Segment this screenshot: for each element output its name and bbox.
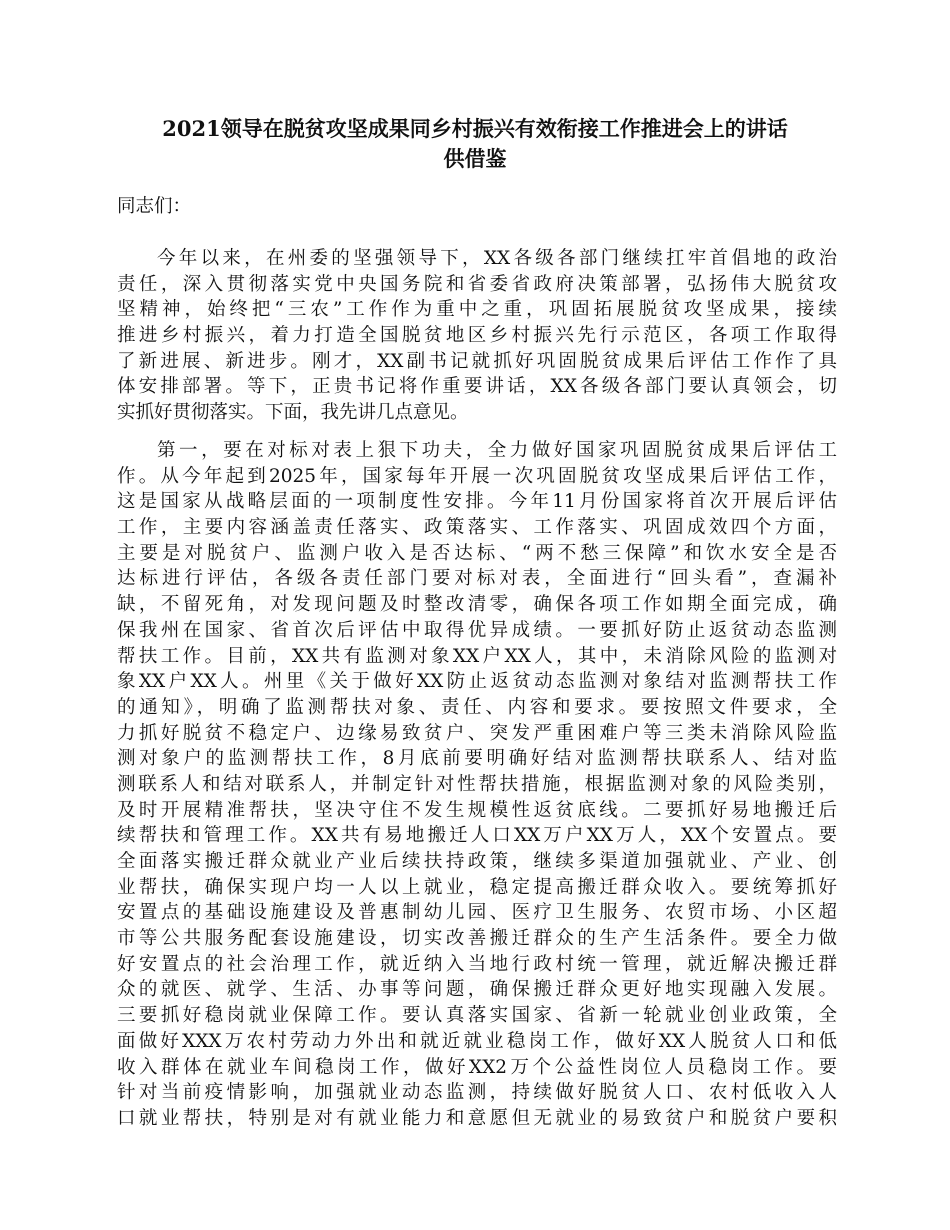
paragraph-line: 缺，不留死角，对发现问题及时整改清零，确保各项工作如期全面完成，确 (117, 594, 837, 616)
paragraph-line: 坚精神，始终把“三农”工作作为重中之重，巩固拓展脱贫攻坚成果，接续 (117, 299, 837, 321)
paragraph-line: 了新进展、新进步。刚才，XX副书记就抓好巩固脱贫成果后评估工作作了具 (117, 350, 837, 372)
paragraph-1 (117, 246, 837, 426)
paragraph-line: 收入群体在就业车间稳岗工作，做好XX2万个公益性岗位人员稳岗工作。要 (117, 1056, 837, 1078)
paragraph-line: 达标进行评估，各级各责任部门要对标对表，全面进行“回头看”，查漏补 (117, 568, 837, 590)
paragraph-line: 测对象户的监测帮扶工作，8月底前要明确好结对监测帮扶联系人、结对监 (117, 748, 837, 770)
paragraph-line: 及时开展精准帮扶，坚决守住不发生规模性返贫底线。二要抓好易地搬迁后 (117, 799, 837, 821)
paragraph-line: 保我州在国家、省首次后评估中取得优异成绩。一要抓好防止返贫动态监测 (117, 619, 837, 641)
paragraph-line: 推进乡村振兴，着力打造全国脱贫地区乡村振兴先行示范区，各项工作取得 (117, 325, 837, 347)
paragraph-line: 市等公共服务配套设施建设，切实改善搬迁群众的生产生活条件。要全力做 (117, 928, 837, 950)
salutation: 同志们： (117, 196, 192, 217)
paragraph-line: 这是国家从战略层面的一项制度性安排。今年11月份国家将首次开展后评估 (117, 491, 837, 513)
paragraph-line: 力抓好脱贫不稳定户、边缘易致贫户、突发严重困难户等三类未消除风险监 (117, 722, 837, 744)
paragraph-line: 三要抓好稳岗就业保障工作。要认真落实国家、省新一轮就业创业政策，全 (117, 1005, 837, 1027)
paragraph-line: 口就业帮扶，特别是对有就业能力和意愿但无就业的易致贫户和脱贫户要积 (117, 1107, 837, 1129)
paragraph-line: 测联系人和结对联系人，并制定针对性帮扶措施，根据监测对象的风险类别， (117, 773, 837, 795)
paragraph-line: 帮扶工作。目前，XX共有监测对象XX户XX人，其中，未消除风险的监测对 (117, 645, 837, 667)
paragraph-line: 体安排部署。等下，正贵书记将作重要讲话，XX各级各部门要认真领会，切 (117, 376, 837, 398)
paragraph-line: 面做好XXX万农村劳动力外出和就近就业稳岗工作，做好XX人脱贫人口和低 (117, 1030, 837, 1052)
paragraph-line: 工作，主要内容涵盖责任落实、政策落实、工作落实、巩固成效四个方面， (117, 517, 837, 539)
paragraph-2 (117, 438, 837, 1132)
paragraph-line: 安置点的基础设施建设及普惠制幼儿园、医疗卫生服务、农贸市场、小区超 (117, 902, 837, 924)
paragraph-line: 实抓好贯彻落实。下面，我先讲几点意见。 (117, 402, 469, 424)
paragraph-line: 责任，深入贯彻落实党中央国务院和省委省政府决策部署，弘扬伟大脱贫攻 (117, 273, 837, 295)
paragraph-line: 今年以来，在州委的坚强领导下，XX各级各部门继续扛牢首倡地的政治 (157, 248, 837, 269)
paragraph-line: 的通知》，明确了监测帮扶对象、责任、内容和要求。要按照文件要求，全 (117, 696, 837, 718)
paragraph-line: 好安置点的社会治理工作，就近纳入当地行政村统一管理，就近解决搬迁群 (117, 953, 837, 975)
document-title (100, 114, 850, 174)
paragraph-line: 针对当前疫情影响，加强就业动态监测，持续做好脱贫人口、农村低收入人 (117, 1082, 837, 1104)
paragraph-line: 第一，要在对标对表上狠下功夫，全力做好国家巩固脱贫成果后评估工 (157, 440, 837, 461)
paragraph-line: 全面落实搬迁群众就业产业后续扶持政策，继续多渠道加强就业、产业、创 (117, 851, 837, 872)
paragraph-line: 业帮扶，确保实现户均一人以上就业，稳定提高搬迁群众收入。要统筹抓好 (117, 876, 837, 898)
paragraph-line: 主要是对脱贫户、监测户收入是否达标、“两不愁三保障”和饮水安全是否 (117, 542, 837, 564)
title-line-2: 供借鉴 (443, 146, 507, 171)
title-line-1: 2021领导在脱贫攻坚成果同乡村振兴有效衔接工作推进会上的讲话 (162, 116, 788, 141)
paragraph-line: 续帮扶和管理工作。XX共有易地搬迁人口XX万户XX万人，XX个安置点。要 (117, 825, 837, 847)
paragraph-line: 作。从今年起到2025年，国家每年开展一次巩固脱贫攻坚成果后评估工作， (117, 465, 837, 487)
paragraph-line: 象XX户XX人。州里《关于做好XX防止返贫动态监测对象结对监测帮扶工作 (117, 671, 837, 693)
paragraph-line: 众的就医、就学、生活、办事等问题，确保搬迁群众更好地实现融入发展。 (117, 979, 837, 1001)
